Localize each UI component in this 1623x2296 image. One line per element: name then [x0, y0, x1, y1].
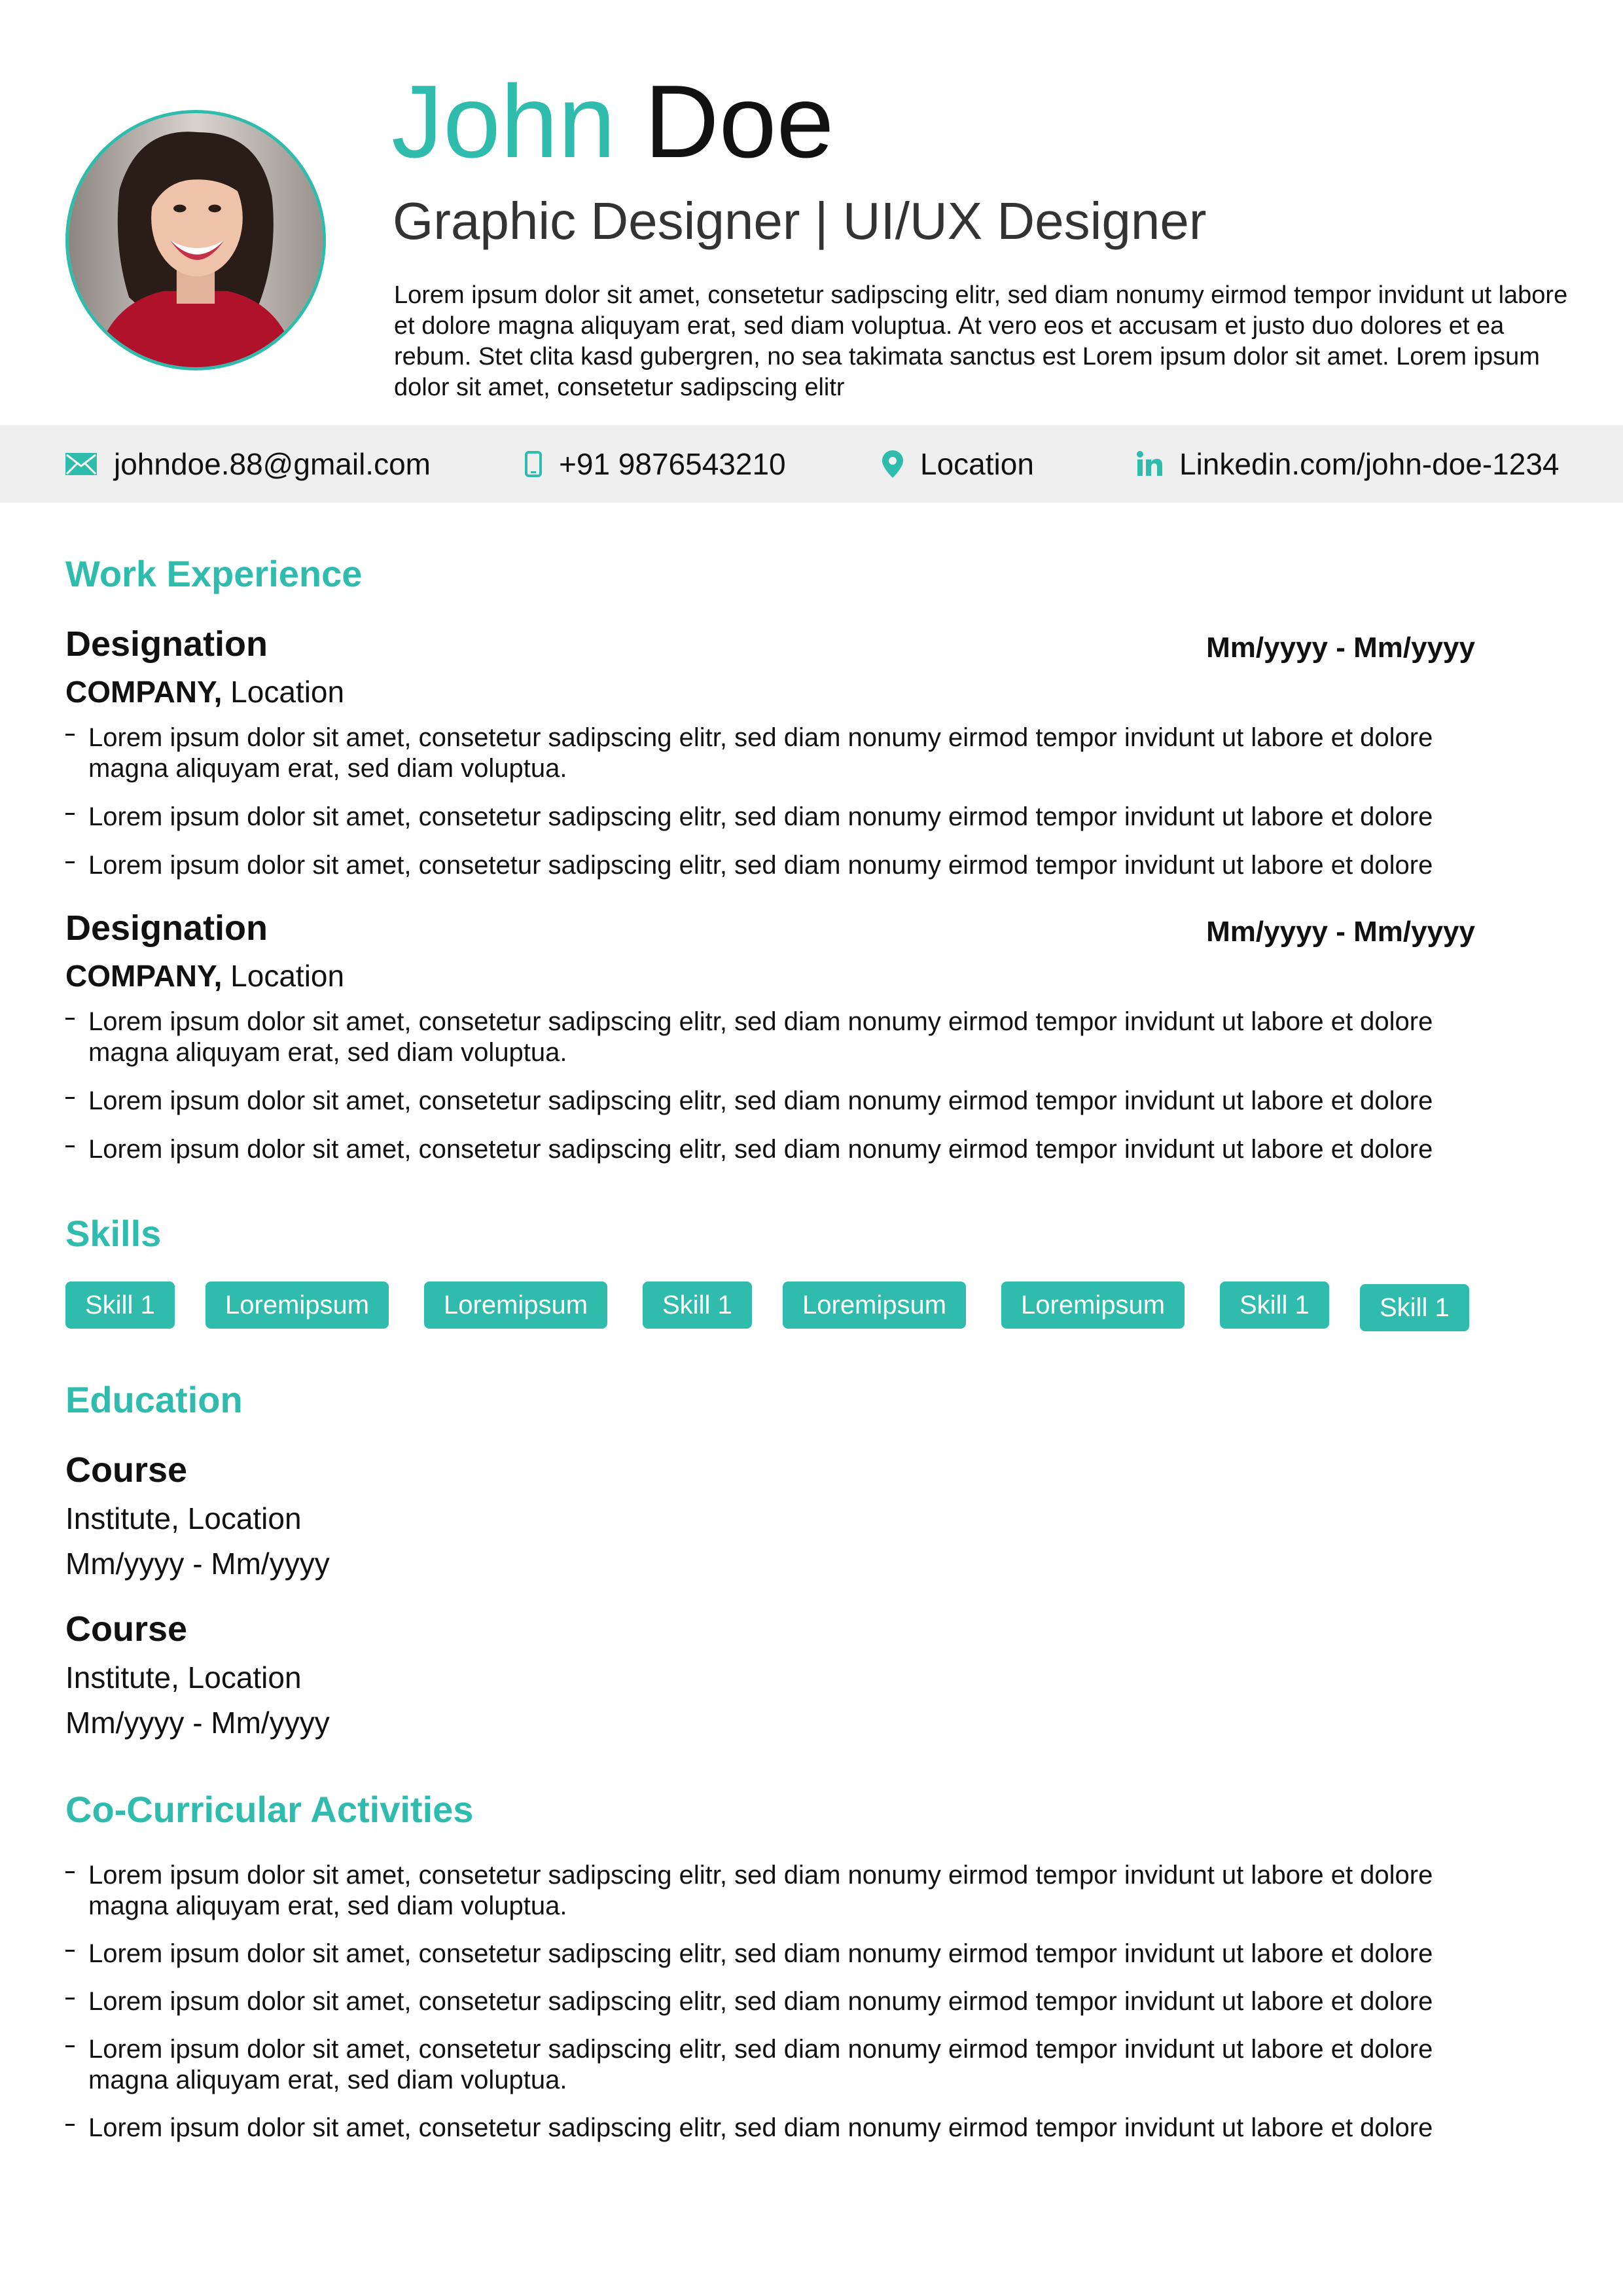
last-name: Doe	[644, 64, 834, 179]
skill-tag: Loremipsum	[205, 1282, 389, 1329]
work-experience-heading: Work Experience	[65, 553, 363, 594]
job-bullets	[65, 1007, 1479, 1165]
linkedin-text: Linkedin.com/john-doe-1234	[1179, 447, 1560, 481]
skill-tag: Skill 1	[65, 1282, 175, 1329]
job-bullets	[65, 723, 1479, 881]
list-item: Lorem ipsum dolor sit amet, consetetur sadipscing elitr, sed diam nonumy eirmod tempor invidunt ut labore et dolore	[65, 850, 1479, 881]
institute-location: Institute, Location	[65, 1501, 302, 1535]
company-name: COMPANY,	[65, 675, 223, 709]
location-pin-icon	[882, 450, 903, 478]
skill-tag: Skill 1	[643, 1282, 752, 1329]
list-item: Lorem ipsum dolor sit amet, consetetur sadipscing elitr, sed diam nonumy eirmod tempor invidunt ut labore et dolore	[65, 1134, 1479, 1165]
linkedin-icon	[1136, 451, 1162, 477]
contact-location[interactable]	[882, 425, 1034, 503]
institute-location: Institute, Location	[65, 1660, 302, 1695]
list-item: Lorem ipsum dolor sit amet, consetetur sadipscing elitr, sed diam nonumy eirmod tempor invidunt ut labore et dolore	[65, 1086, 1479, 1117]
education-heading: Education	[65, 1379, 243, 1420]
job-dates: Mm/yyyy - Mm/yyyy	[1206, 632, 1475, 664]
skills-list	[65, 1282, 1571, 1334]
contact-email[interactable]	[65, 425, 431, 503]
list-item: Lorem ipsum dolor sit amet, consetetur sadipscing elitr, sed diam nonumy eirmod tempor invidunt ut labore et dolore magna aliquyam erat, sed diam voluptua.	[65, 2034, 1479, 2096]
education-dates: Mm/yyyy - Mm/yyyy	[65, 1706, 330, 1740]
first-name: John	[391, 64, 616, 179]
candidate-name	[391, 63, 834, 181]
job-dates: Mm/yyyy - Mm/yyyy	[1206, 916, 1475, 948]
job-title: Graphic Designer | UI/UX Designer	[393, 192, 1207, 250]
phone-icon	[525, 451, 542, 477]
course-name: Course	[65, 1450, 188, 1490]
profile-summary: Lorem ipsum dolor sit amet, consetetur sadipscing elitr, sed diam nonumy eirmod tempor invidunt ut labore et dolore magna aliquyam erat, sed diam voluptua. At vero eos et accusam et justo duo dolores et ea rebum. Stet clita kasd gubergren, no sea takimata sanctus est Lorem ipsum dolor sit amet. Lorem ipsum dolor sit amet, consetetur sadipscing elitr	[394, 281, 1568, 401]
list-item: Lorem ipsum dolor sit amet, consetetur sadipscing elitr, sed diam nonumy eirmod tempor invidunt ut labore et dolore	[65, 802, 1479, 833]
envelope-icon	[65, 453, 97, 475]
job-company	[65, 958, 344, 994]
email-text: johndoe.88@gmail.com	[114, 447, 431, 481]
skills-heading: Skills	[65, 1213, 162, 1254]
phone-text: +91 9876543210	[559, 447, 786, 481]
skill-tag: Skill 1	[1220, 1282, 1329, 1329]
contact-bar	[0, 425, 1623, 503]
list-item: Lorem ipsum dolor sit amet, consetetur sadipscing elitr, sed diam nonumy eirmod tempor invidunt ut labore et dolore	[65, 1986, 1479, 2017]
company-location: Location	[222, 675, 345, 709]
list-item: Lorem ipsum dolor sit amet, consetetur sadipscing elitr, sed diam nonumy eirmod tempor invidunt ut labore et dolore magna aliquyam erat, sed diam voluptua.	[65, 1860, 1479, 1922]
education-dates: Mm/yyyy - Mm/yyyy	[65, 1547, 330, 1581]
activities-heading: Co-Curricular Activities	[65, 1789, 474, 1830]
course-name: Course	[65, 1609, 188, 1649]
company-name: COMPANY,	[65, 959, 223, 993]
contact-linkedin[interactable]	[1136, 425, 1560, 503]
job-company	[65, 673, 344, 710]
profile-photo-illustration	[69, 113, 323, 367]
location-text: Location	[920, 447, 1034, 481]
job-designation: Designation	[65, 908, 268, 948]
company-location: Location	[222, 959, 345, 993]
skill-tag: Loremipsum	[1001, 1282, 1185, 1329]
list-item: Lorem ipsum dolor sit amet, consetetur sadipscing elitr, sed diam nonumy eirmod tempor invidunt ut labore et dolore magna aliquyam erat, sed diam voluptua.	[65, 723, 1479, 784]
list-item: Lorem ipsum dolor sit amet, consetetur sadipscing elitr, sed diam nonumy eirmod tempor invidunt ut labore et dolore	[65, 1939, 1479, 1969]
list-item: Lorem ipsum dolor sit amet, consetetur sadipscing elitr, sed diam nonumy eirmod tempor invidunt ut labore et dolore	[65, 2113, 1479, 2144]
job-designation: Designation	[65, 624, 268, 664]
contact-phone[interactable]	[525, 425, 786, 503]
skill-tag: Skill 1	[1360, 1284, 1469, 1331]
profile-photo	[65, 110, 326, 370]
skill-tag: Loremipsum	[424, 1282, 607, 1329]
skill-tag: Loremipsum	[783, 1282, 966, 1329]
list-item: Lorem ipsum dolor sit amet, consetetur sadipscing elitr, sed diam nonumy eirmod tempor invidunt ut labore et dolore magna aliquyam erat, sed diam voluptua.	[65, 1007, 1479, 1068]
activities-bullets	[65, 1860, 1479, 2144]
